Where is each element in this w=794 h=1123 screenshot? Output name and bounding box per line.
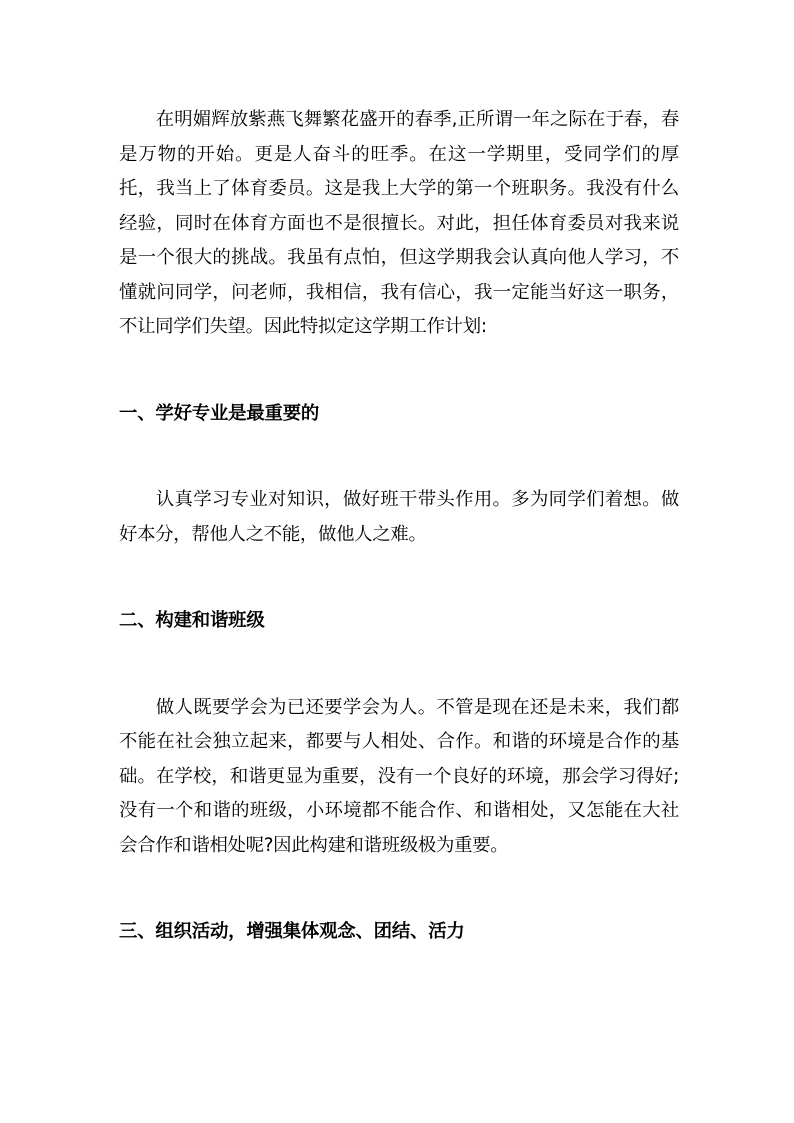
section-heading-1: 一、学好专业是最重要的 — [119, 402, 320, 424]
document-body — [119, 103, 679, 950]
intro-paragraph: 在明媚辉放紫燕飞舞繁花盛开的春季,正所谓一年之际在于春，春是万物的开始。更是人奋斗的旺季。在这一学期里，受同学们的厚托，我当上了体育委员。这是我上大学的第一个班职务。我没有什么经验，同时在体育方面也不是很擅长。对此，担任体育委员对我来说是一个很大的挑战。我虽有点怕，但这学期我会认真向他人学习，不懂就问同学，问老师，我相信，我有信心，我一定能当好这一职务，不让同学们失望。因此特拟定这学期工作计划: — [119, 109, 679, 337]
section-body-2: 做人既要学会为已还要学会为人。不管是现在还是未来，我们都不能在社会独立起来，都要与人相处、合作。和谐的环境是合作的基础。在学校，和谐更显为重要，没有一个良好的环境，那会学习得好;没有一个和谐的班级，小环境都不能合作、和谐相处，又怎能在大社会合作和谐相处呢?因此构建和谐班级极为重要。 — [119, 696, 679, 856]
section-heading-2: 二、构建和谐班级 — [119, 610, 265, 631]
section-body-1: 认真学习专业对知识，做好班干带头作用。多为同学们着想。做好本分，帮他人之不能，做他人之难。 — [119, 489, 679, 545]
section-heading-3: 三、组织活动，增强集体观念、团结、活力 — [119, 921, 465, 942]
